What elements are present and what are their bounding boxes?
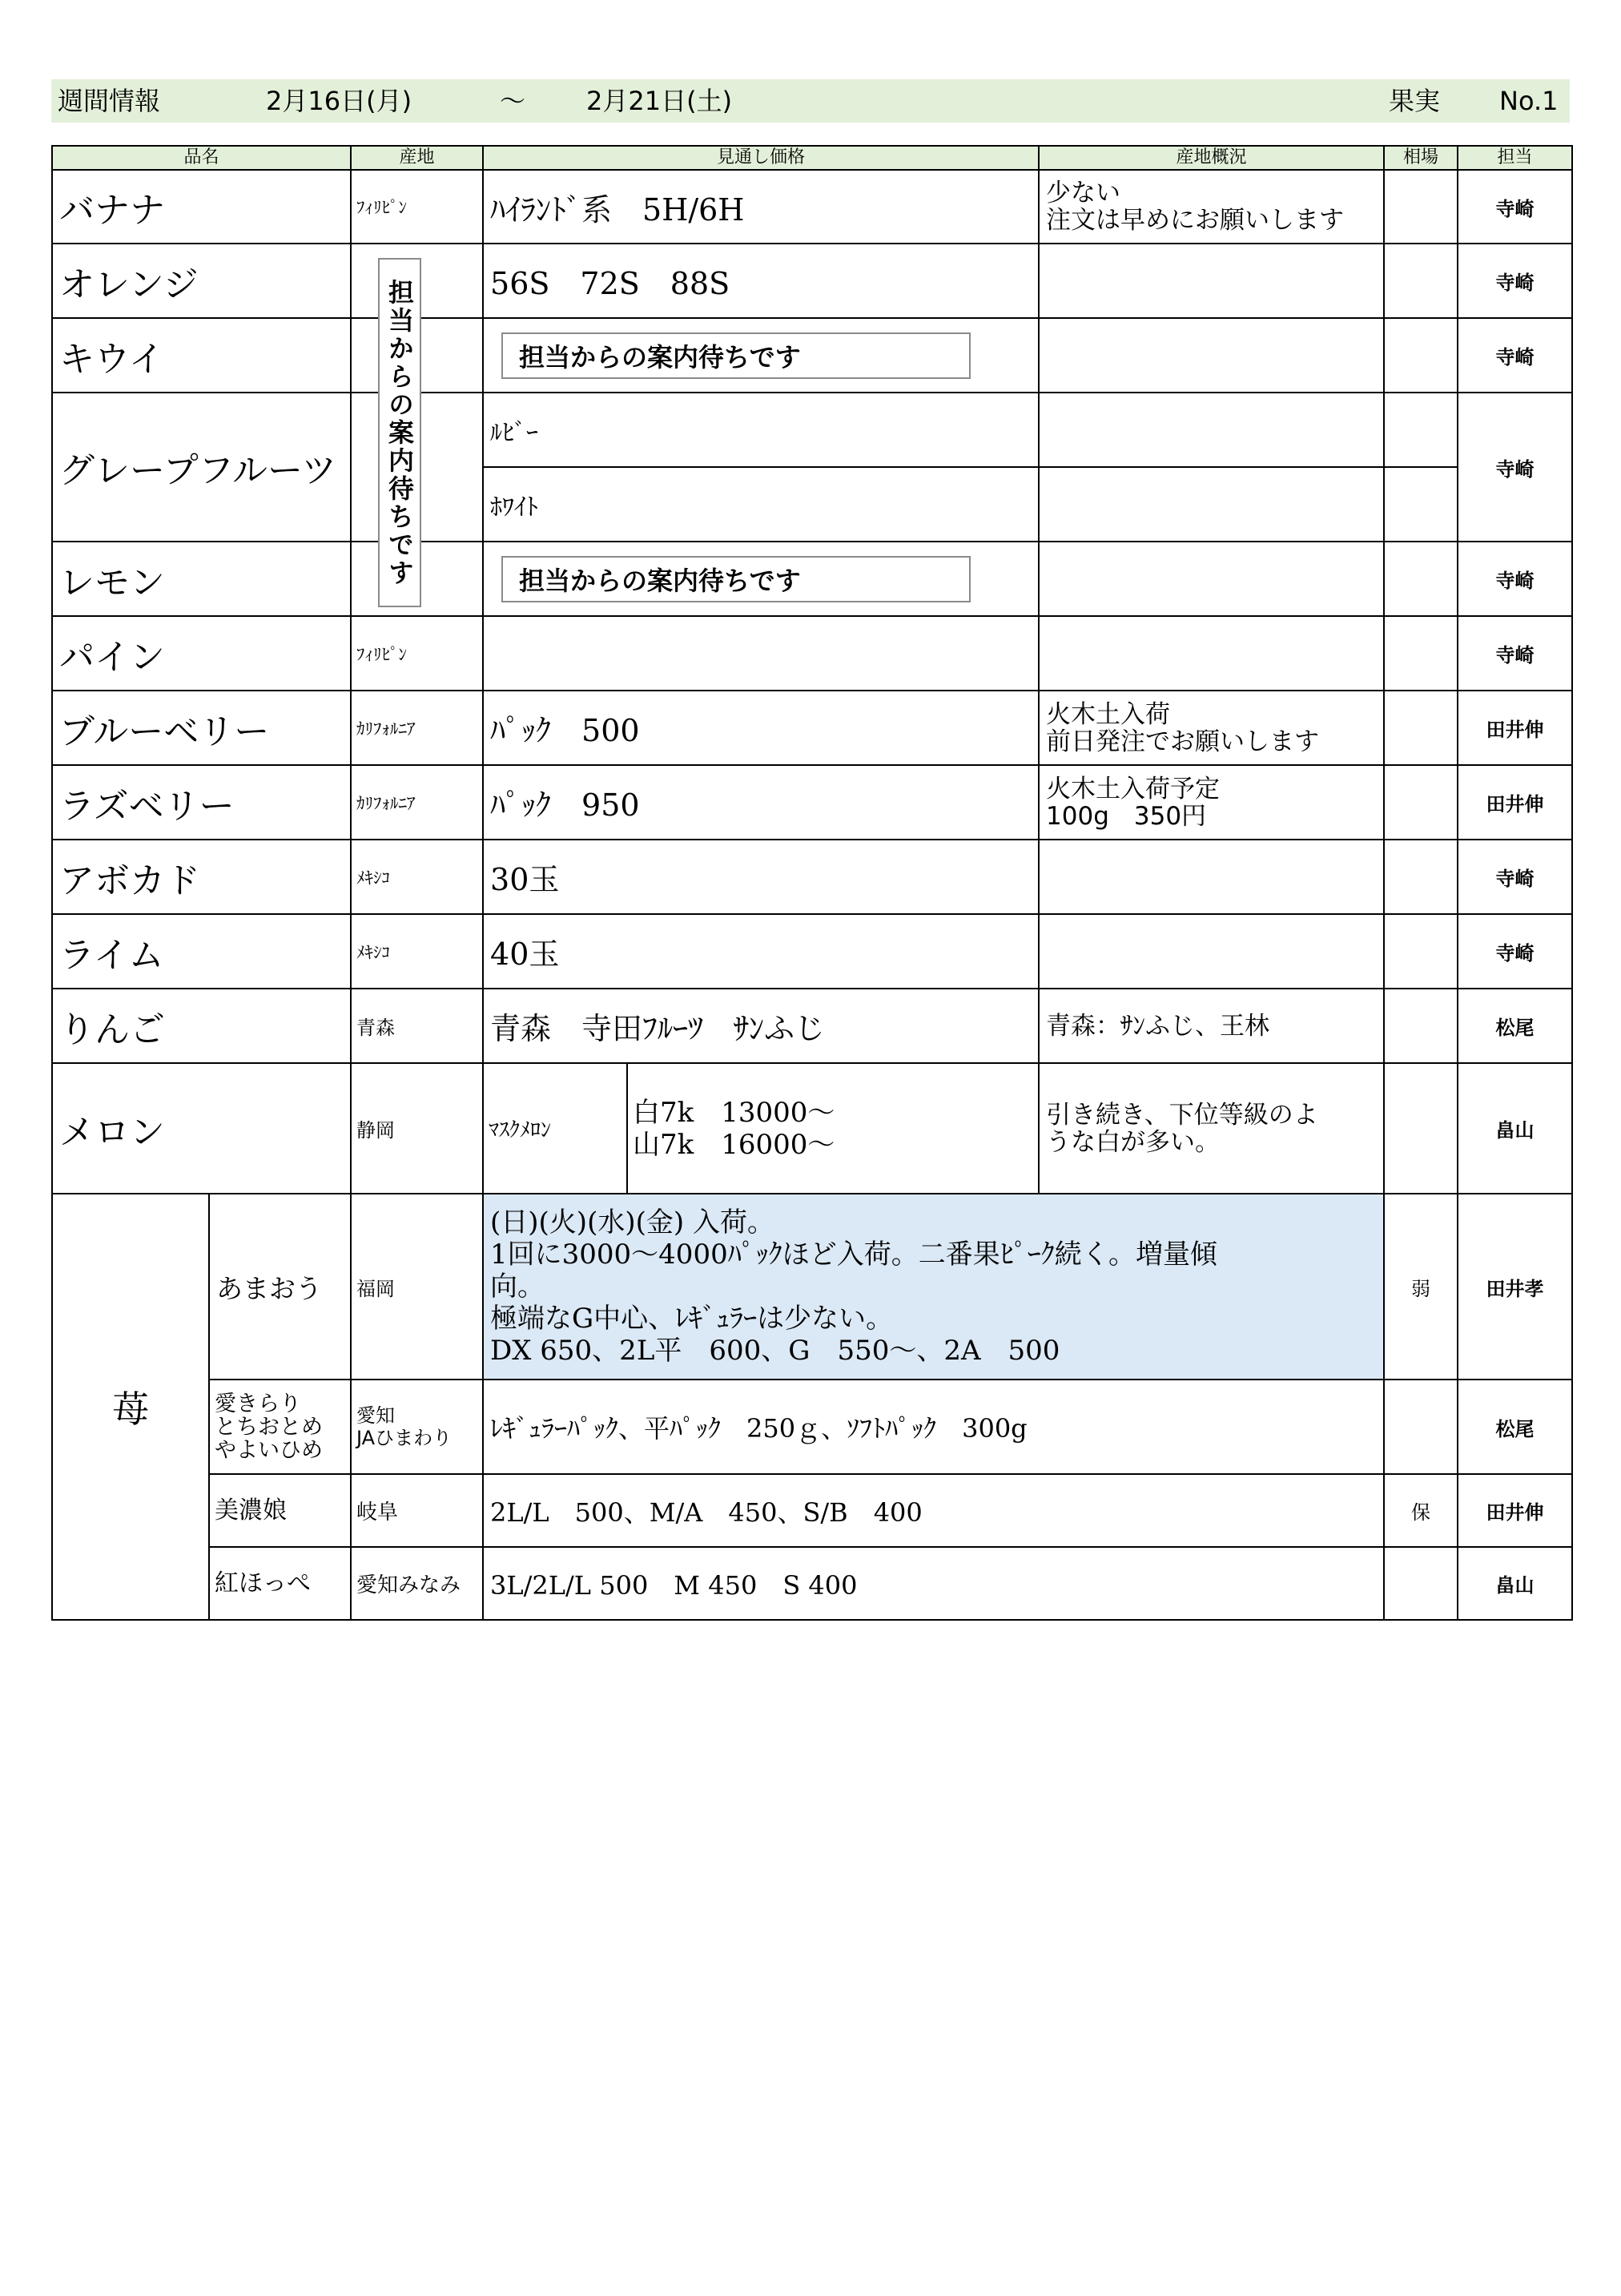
staff: 田井伸 [1458,1474,1572,1547]
staff: 寺崎 [1458,318,1572,393]
item-name-line: やよいひめ [215,1437,323,1463]
market [1384,467,1458,542]
table-row [52,1474,1572,1547]
staff: 寺崎 [1458,393,1572,542]
overview [1039,170,1384,244]
overview-line: 引き続き、下位等級のよ [1046,1100,1318,1130]
table-row [52,989,1572,1063]
origin: ｶﾘﾌｫﾙﾆｱ [351,691,483,765]
staff: 畠山 [1458,1063,1572,1194]
overview [1039,765,1384,840]
overview-line: 100g 350円 [1046,801,1207,831]
staff: 寺崎 [1458,542,1572,616]
origin: 青森 [351,989,483,1063]
origin [351,1380,483,1474]
item-name: グレープフルーツ [52,393,351,542]
market: 保 [1384,1474,1458,1547]
origin: 福岡 [351,1194,483,1380]
column-header-item: 品名 [52,146,351,170]
table-row [52,840,1572,914]
note-line: DX 650、2L平 600、G 550～、2A 500 [490,1335,1060,1367]
table-row [52,914,1572,989]
market [1384,1063,1458,1194]
waiting-notice: 担当からの案内待ちです [501,556,971,602]
table-row [52,170,1572,244]
price: ﾙﾋﾞｰ [483,393,1039,467]
table-row [52,1063,1572,1194]
table-row [52,1194,1572,1380]
strawberry-group-label: 苺 [52,1194,209,1620]
overview [1039,1063,1384,1194]
overview [1039,840,1384,914]
price-table [51,145,1573,1621]
price: 青森 寺田ﾌﾙｰﾂ ｻﾝふじ [483,989,1039,1063]
item-name: ラズベリー [52,765,351,840]
item-name: アボカド [52,840,351,914]
staff: 田井伸 [1458,691,1572,765]
market [1384,1547,1458,1620]
price [483,616,1039,691]
item-name: ブルーベリー [52,691,351,765]
market [1384,170,1458,244]
overview [1039,467,1384,542]
staff: 寺崎 [1458,170,1572,244]
price: 56S 72S 88S [483,244,1039,318]
price: ﾊｲﾗﾝﾄﾞ系 5H/6H [483,170,1039,244]
melon-kind: ﾏｽｸﾒﾛﾝ [484,1064,628,1193]
staff: 寺崎 [1458,244,1572,318]
table-row [52,765,1572,840]
staff: 寺崎 [1458,840,1572,914]
origin: ﾒｷｼｺ [351,840,483,914]
price-line: 白7k 13000～ [633,1096,835,1129]
item-name: キウイ [52,318,351,393]
table-row [52,616,1572,691]
item-name [209,1380,351,1474]
staff: 畠山 [1458,1547,1572,1620]
table-header-row [52,146,1572,170]
header-band [51,79,1570,123]
item-name: 美濃娘 [209,1474,351,1547]
staff: 寺崎 [1458,616,1572,691]
staff: 松尾 [1458,989,1572,1063]
table-row [52,244,1572,318]
market [1384,244,1458,318]
table-row [52,393,1572,467]
price [483,1063,1039,1194]
item-name: りんご [52,989,351,1063]
report-title: 週間情報 [58,86,161,116]
market [1384,691,1458,765]
price: 3L/2L/L 500 M 450 S 400 [483,1547,1384,1620]
market [1384,765,1458,840]
market [1384,318,1458,393]
market [1384,1380,1458,1474]
price [483,542,1039,616]
origin: ﾌｨﾘﾋﾟﾝ [351,616,483,691]
table-row [52,1380,1572,1474]
item-name: オレンジ [52,244,351,318]
overview [1039,691,1384,765]
column-header-market: 相場 [1384,146,1458,170]
date-tilde: ～ [500,86,526,116]
price: ﾊﾟｯｸ 500 [483,691,1039,765]
staff: 松尾 [1458,1380,1572,1474]
overview [1039,542,1384,616]
overview: 青森：ｻﾝふじ、王林 [1039,989,1384,1063]
origin: ﾌｨﾘﾋﾟﾝ [351,170,483,244]
price: 30玉 [483,840,1039,914]
overview [1039,616,1384,691]
item-name: パイン [52,616,351,691]
overview-line: うな白が多い。 [1046,1127,1221,1157]
date-to: 2月21日(土) [586,86,733,116]
origin: 岐阜 [351,1474,483,1547]
category-label: 果実 [1389,86,1441,116]
market [1384,616,1458,691]
table-row [52,1547,1572,1620]
date-from: 2月16日(月) [266,86,412,116]
sheet-number: No.1 [1499,86,1559,116]
origin-line: 愛知 [356,1404,396,1427]
vertical-waiting-notice [378,258,421,607]
price [483,318,1039,393]
market [1384,840,1458,914]
price: 40玉 [483,914,1039,989]
overview [1039,914,1384,989]
note-line: 1回に3000～4000ﾊﾟｯｸほど入荷。二番果ﾋﾟｰｸ続く。増量傾 [490,1239,1218,1271]
overview-line: 火木土入荷 [1046,699,1171,729]
column-header-origin: 産地 [351,146,483,170]
market: 弱 [1384,1194,1458,1380]
item-name-line: とちおとめ [215,1414,323,1440]
market [1384,393,1458,467]
overview-line: 注文は早めにお願いします [1046,206,1345,235]
overview [1039,318,1384,393]
origin: 愛知みなみ [351,1547,483,1620]
table-row [52,542,1572,616]
item-name: あまおう [209,1194,351,1380]
table-row [52,691,1572,765]
waiting-notice: 担当からの案内待ちです [501,332,971,379]
note-line: 向。 [490,1271,545,1303]
price: ﾚｷﾞｭﾗｰﾊﾟｯｸ、平ﾊﾟｯｸ 250ｇ、ｿﾌﾄﾊﾟｯｸ 300g [483,1380,1384,1474]
item-name: レモン [52,542,351,616]
overview-line: 少ない [1046,179,1121,207]
amaou-notes [483,1194,1384,1380]
item-name: メロン [52,1063,351,1194]
overview-line: 前日発注でお願いします [1046,727,1320,756]
origin: 静岡 [351,1063,483,1194]
item-name: ライム [52,914,351,989]
market [1384,989,1458,1063]
origin-line: JAひまわり [356,1427,453,1449]
item-name: 紅ほっぺ [209,1547,351,1620]
vertical-waiting-text: 担当からの案内待ちです [384,278,415,587]
item-name: バナナ [52,170,351,244]
price: 2L/L 500、M/A 450、S/B 400 [483,1474,1384,1547]
column-header-staff: 担当 [1458,146,1572,170]
origin: ｶﾘﾌｫﾙﾆｱ [351,765,483,840]
origin: ﾒｷｼｺ [351,914,483,989]
overview [1039,244,1384,318]
price: ﾊﾟｯｸ 950 [483,765,1039,840]
price-line: 山7k 16000～ [633,1128,835,1161]
overview-line: 火木土入荷予定 [1046,774,1221,804]
staff: 田井伸 [1458,765,1572,840]
price: ﾎﾜｲﾄ [483,467,1039,542]
table-row [52,318,1572,393]
market [1384,914,1458,989]
item-name-line: 愛きらり [215,1391,301,1416]
staff: 田井孝 [1458,1194,1572,1380]
overview [1039,393,1384,467]
column-header-overview: 産地概況 [1039,146,1384,170]
market [1384,542,1458,616]
note-line: (日)(火)(水)(金) 入荷。 [490,1206,774,1239]
note-line: 極端なG中心、ﾚｷﾞｭﾗｰは少ない。 [490,1303,894,1335]
staff: 寺崎 [1458,914,1572,989]
column-header-price: 見通し価格 [483,146,1039,170]
